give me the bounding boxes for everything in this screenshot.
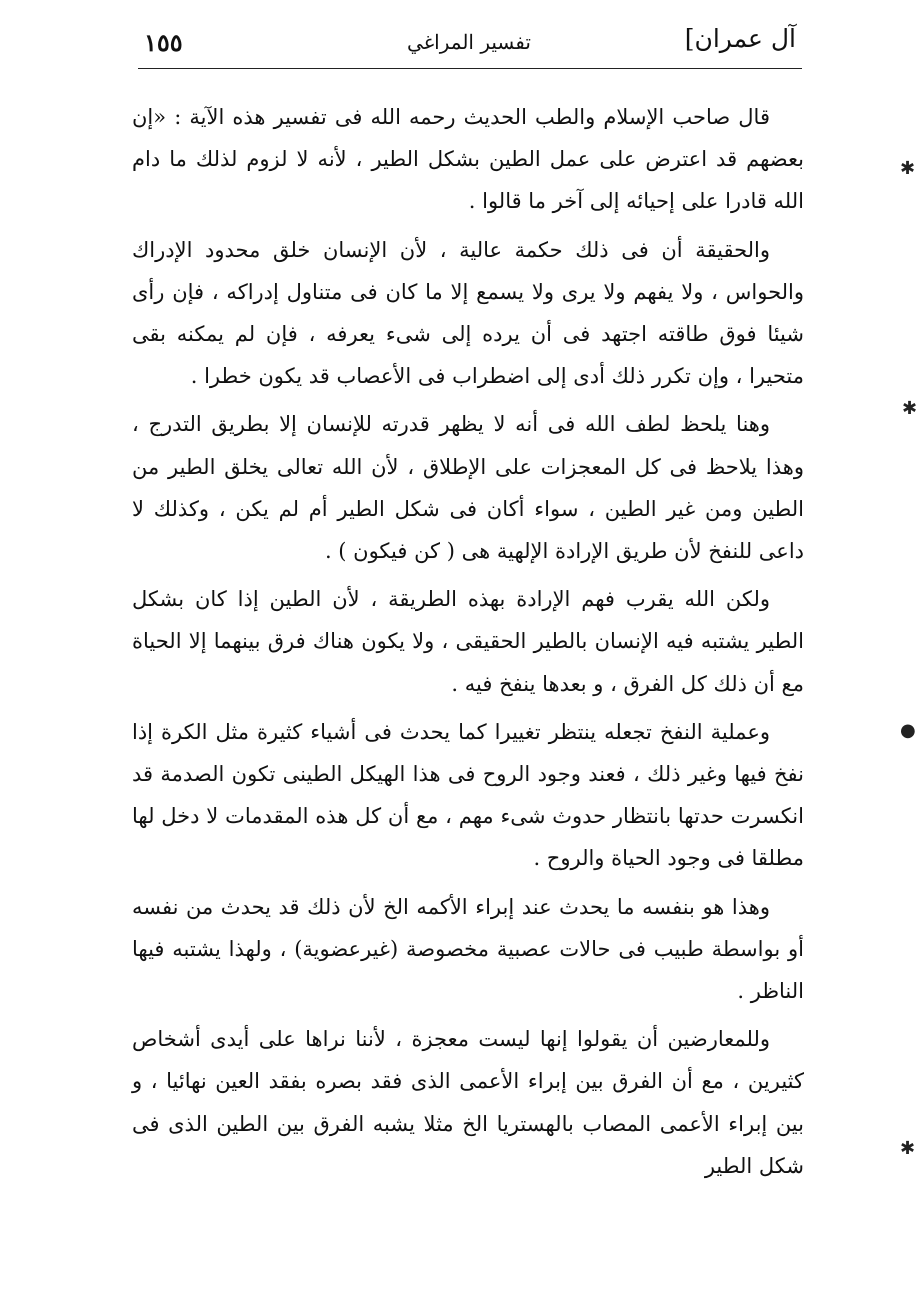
margin-speck-icon: ✱ bbox=[900, 1138, 916, 1159]
margin-speck-icon: ✱ bbox=[900, 158, 916, 179]
header-rule bbox=[138, 68, 802, 69]
page-body bbox=[132, 96, 804, 1187]
paragraph-text: وهذا هو بنفسه ما يحدث عند إبراء الأكمه الخ لأن ذلك قد يحدث من نفسه أو بواسطة طبيب فى حالات عصبية مخصوصة (غيرعضوية) ، ولهذا يشتبه فيها الناظر . bbox=[132, 894, 804, 1004]
paragraph bbox=[132, 403, 804, 572]
paragraph-text: ولكن الله يقرب فهم الإرادة بهذه الطريقة ، لأن الطين إذا كان بشكل الطير يشتبه فيه الإنسان بالطير الحقيقى ، ولا يكون هناك فرق بينهما إلا الحياة مع أن ذلك كل الفرق ، و بعدها ينفخ فيه . bbox=[132, 587, 804, 696]
paragraph bbox=[132, 886, 804, 1013]
paragraph-text: وللمعارضين أن يقولوا إنها ليست معجزة ، لأننا نراها على أيدى أشخاص كثيرين ، مع أن الفرق بين إبراء الأعمى الذى فقد بصره بفقد العين نهائيا ، و بين إبراء الأعمى المصاب بالهستريا الخ مثلا يشبه الفرق بين الطين الذى فى شكل الطير bbox=[132, 1027, 804, 1178]
paragraph-text: قال صاحب الإسلام والطب الحديث رحمه الله فى تفسير هذه الآية : «إن بعضهم قد اعترض على عمل الطين بشكل الطير ، لأنه لا لزوم لذلك ما دام الله قادرا على إحيائه إلى آخر ما قالوا . bbox=[132, 105, 804, 214]
page-number: ١٥٥ bbox=[144, 28, 183, 57]
paragraph bbox=[132, 1018, 804, 1187]
paragraph-text: والحقيقة أن فى ذلك حكمة عالية ، لأن الإنسان خلق محدود الإدراك والحواس ، ولا يفهم ولا يرى ولا يسمع إلا ما كان فى متناول إدراكه ، فإن رأى شيئا فوق طاقته اجتهد فى أن يرده إلى شىء يعرفه ، فإن لم يمكنه بقى متحيرا ، وإن تكرر ذلك أدى إلى اضطراب فى الأعصاب قد يكون خطرا . bbox=[132, 237, 804, 389]
running-header bbox=[138, 18, 800, 66]
paragraph bbox=[132, 229, 804, 398]
paragraph bbox=[132, 711, 804, 880]
margin-speck-icon: ✱ bbox=[902, 398, 918, 419]
surah-name: آل عمران] bbox=[684, 24, 796, 53]
paragraph bbox=[132, 578, 804, 705]
book-title: تفسير المراغي bbox=[407, 30, 531, 54]
paragraph-text: وعملية النفخ تجعله ينتظر تغييرا كما يحدث فى أشياء كثيرة مثل الكرة إذا نفخ فيها وغير ذلك ، فعند وجود الروح فى هذا الهيكل الطينى تكون الصدمة قد انكسرت حدتها بانتظار حدوث شىء مهم ، مع أن كل هذه المقدمات لا دخل لها مطلقا فى وجود الحياة والروح . bbox=[132, 719, 804, 871]
paragraph-text: وهنا يلحظ لطف الله فى أنه لا يظهر قدرته للإنسان إلا بطريق التدرج ، وهذا يلاحظ فى كل المعجزات على الإطلاق ، لأن الله تعالى يخلق الطير من الطين ومن غير الطين ، سواء أكان فى شكل الطير أم لم يكن ، وكذلك لا داعى للنفخ لأن طريق الإرادة الإلهية هى ( كن فيكون ) . bbox=[132, 412, 804, 564]
paragraph bbox=[132, 96, 804, 223]
margin-speck-icon: ● bbox=[900, 720, 916, 741]
